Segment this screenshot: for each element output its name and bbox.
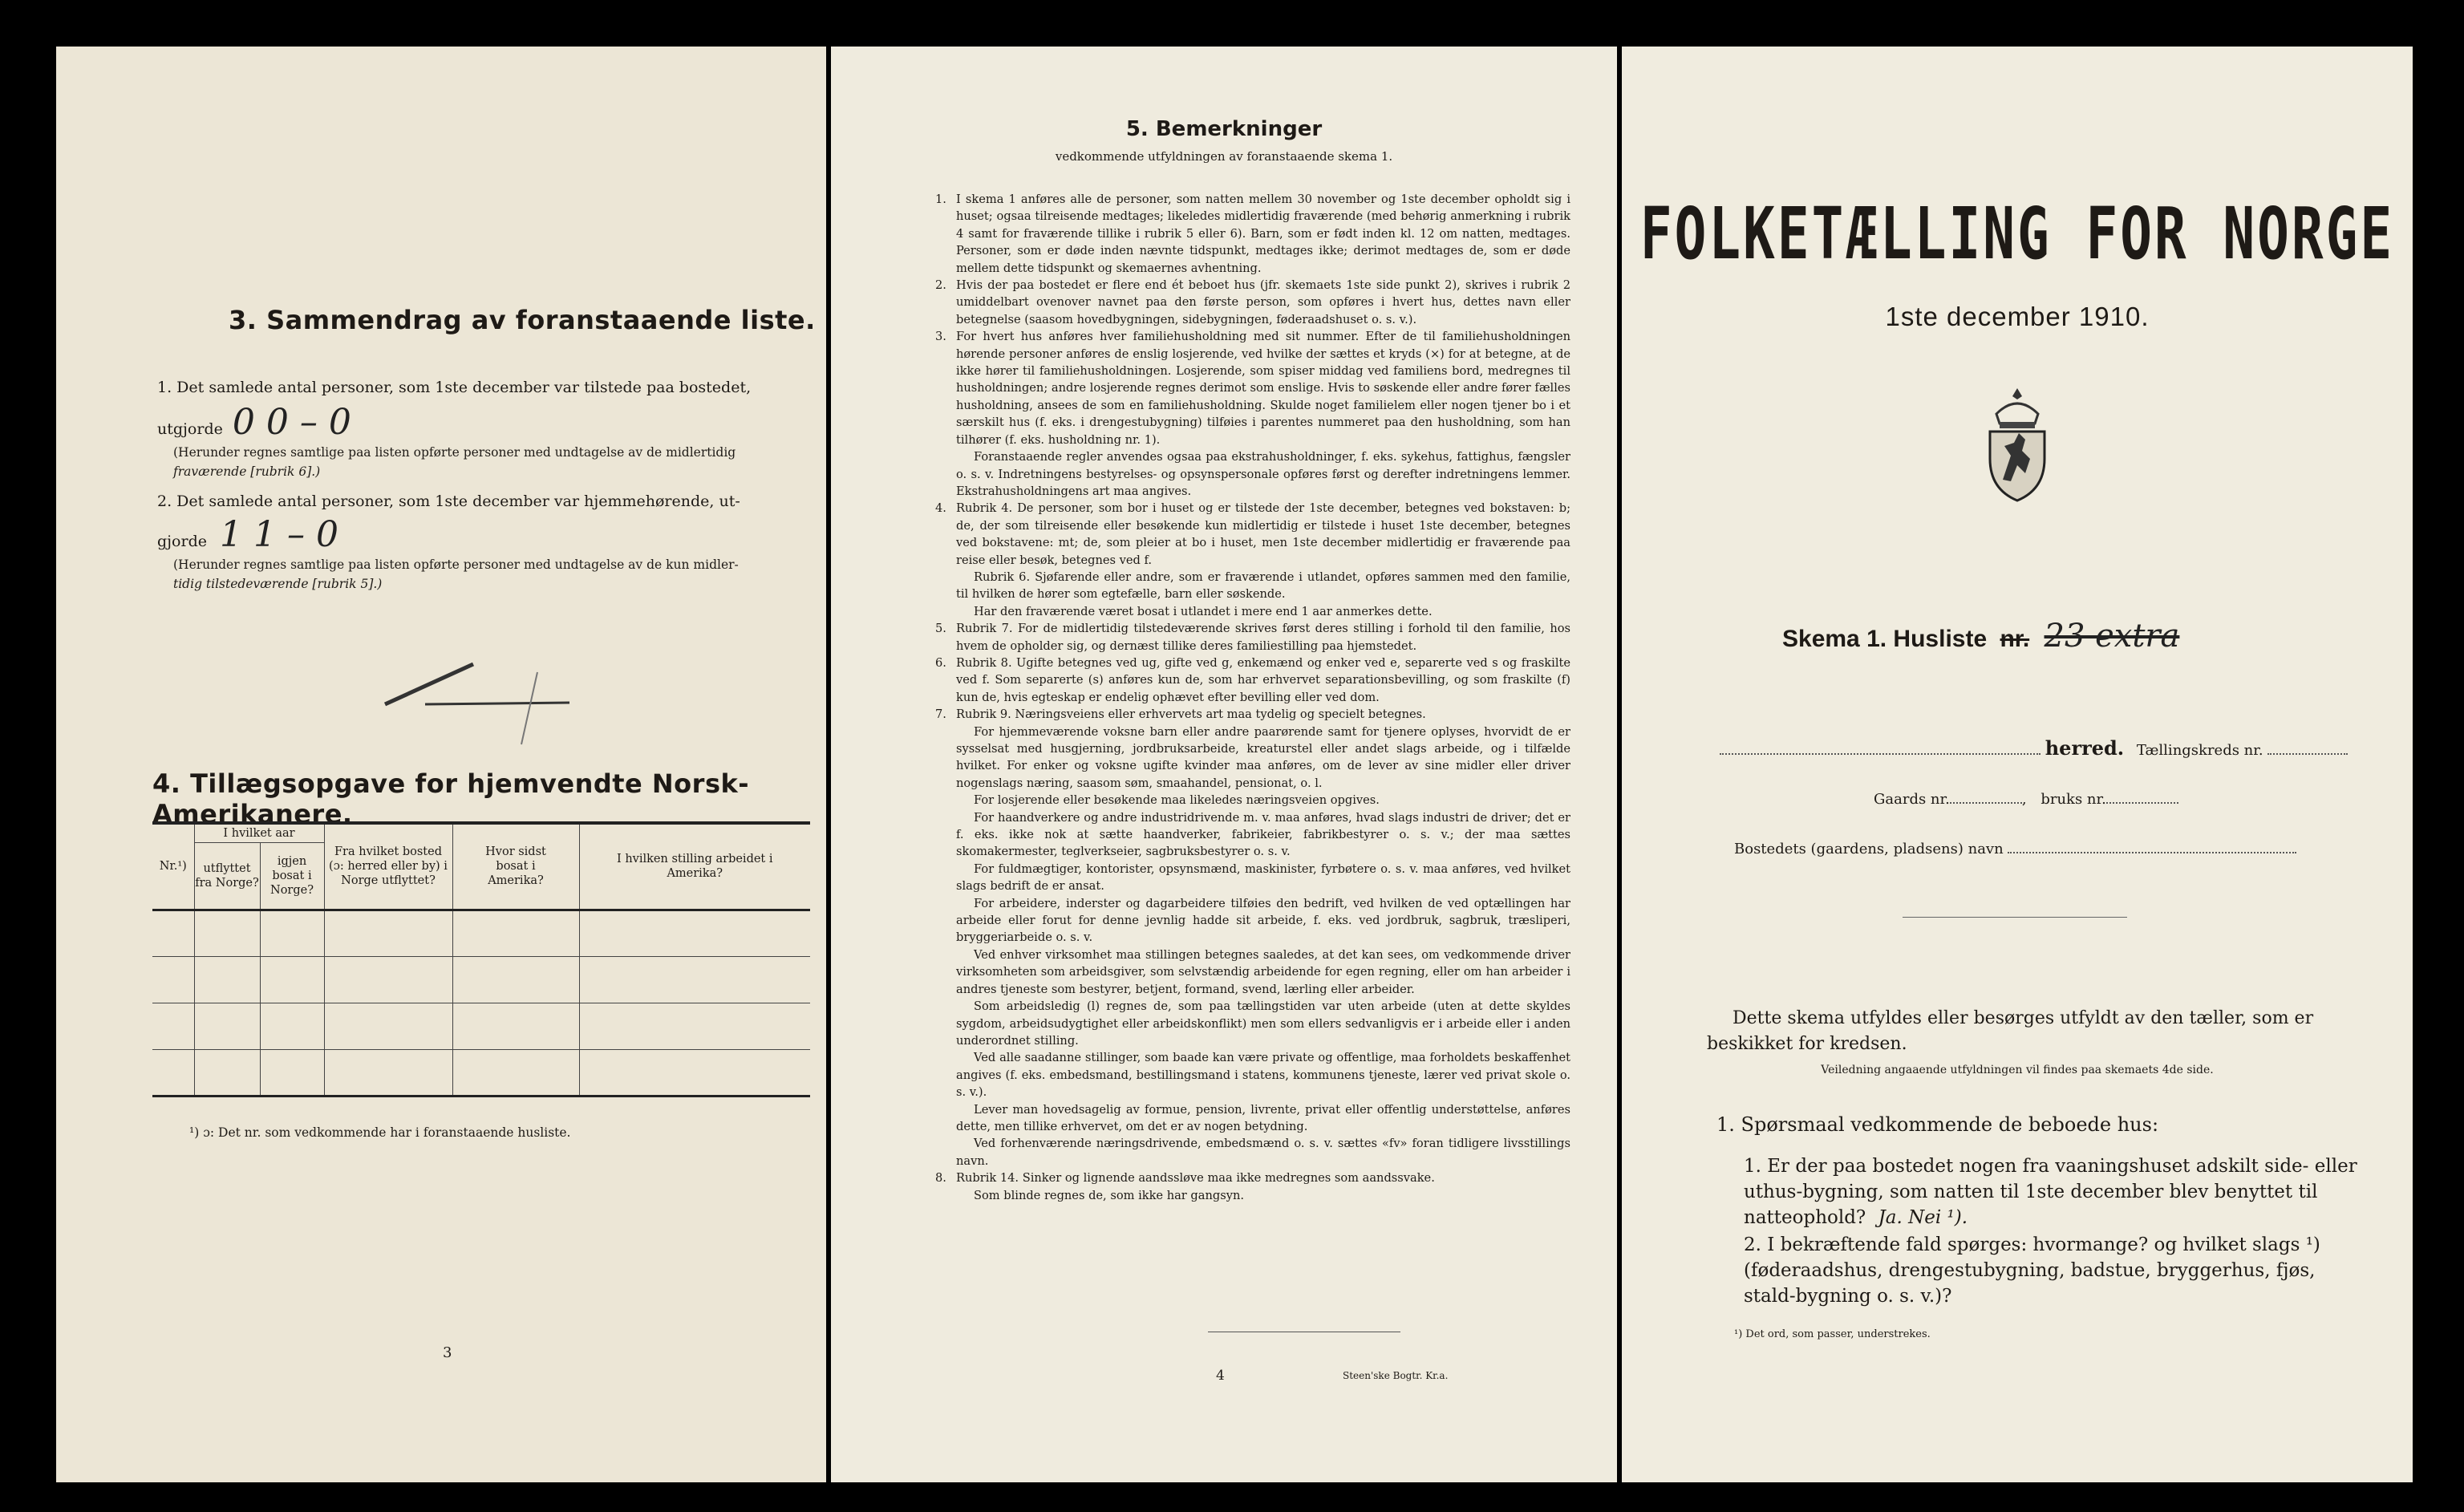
remark-paragraph [932, 861, 1570, 895]
remark-text: Lever man hovedsagelig av formue, pension, livrente, privat eller offentlig understøttelse, anføres dette, men tillike erhvervet, om det er av nogen betydning. [956, 1102, 1570, 1133]
kreds-label: Tællingskreds nr. [2136, 742, 2263, 759]
summary-item-2-prefix: gjorde [157, 533, 207, 550]
question-1-answer: Ja. Nei ¹). [1878, 1207, 1968, 1228]
page-4 [831, 47, 1617, 1482]
col-last-residence-header: Hvor sidst bosat i Amerika? [452, 825, 579, 910]
page-number-3: 3 [443, 1344, 452, 1361]
table-footnote: ¹) ɔ: Det nr. som vedkommende har i foranstaaende husliste. [189, 1125, 571, 1140]
remark-number: 6. [935, 655, 946, 670]
col-nr-header: Nr.¹) [152, 825, 194, 910]
remark-text: For fuldmægtiger, kontorister, opsynsmænd, maskinister, fyrbøtere o. s. v. maa anføres, ved hvilket slags bedrift de er ansat. [956, 861, 1570, 894]
remark-paragraph [932, 569, 1570, 603]
herred-label: herred. [2045, 736, 2125, 760]
summary-item-2-value: 1 1 – 0 [220, 514, 338, 555]
remark-paragraph [932, 724, 1570, 792]
remark-text: Ved alle saadanne stillinger, som baade kan være private og offentlige, maa forholdets beskaffenhet angives (f. eks. embedsmand, bestillingsmand i statens, kommunens tjeneste, lærer ved privat skole o. s. v.). [956, 1051, 1570, 1100]
remark-number: 8. [935, 1171, 946, 1186]
page-1-footnote: ¹) Det ord, som passer, understrekes. [1734, 1328, 1931, 1340]
col-year-header: I hvilket aar [194, 825, 324, 842]
remark-paragraph [932, 1169, 1570, 1186]
remark-paragraph [932, 895, 1570, 947]
remark-text: For losjerende eller besøkende maa likeledes næringsveien opgives. [974, 793, 1380, 808]
page-number-4: 4 [1216, 1368, 1225, 1384]
question-2: 2. I bekræftende fald spørges: hvormange? og hvilket slags ¹) (føderaadshus, drengestubygning, badstue, bryggerhus, fjøs, stald-bygning o. s. v.)? [1744, 1234, 2320, 1307]
remark-text: Rubrik 6. Sjøfarende eller andre, som er fraværende i utlandet, opføres sammen med den familie, til hvilken de hører som egtefælle, barn eller søskende. [956, 570, 1570, 602]
remark-text: Har den fraværende været bosat i utlandet i mere end 1 aar anmerkes dette. [974, 604, 1433, 618]
gaards-label: Gaards nr. [1874, 791, 1950, 808]
summary-item-1-note-1: (Herunder regnes samtlige paa listen opførte personer med undtagelse av de midlertidig [173, 445, 736, 460]
remarks-subtitle: vedkommende utfyldningen av foranstaaende skema 1. [1055, 149, 1393, 164]
bosted-label: Bostedets (gaardens, pladsens) navn [1734, 841, 2004, 857]
questions-title: 1. Spørsmaal vedkommende de beboede hus: [1716, 1113, 2159, 1136]
remarks-title: 5. Bemerkninger [1125, 117, 1323, 141]
instruction-2: Veiledning angaaende utfyldningen vil findes paa skemaets 4de side. [1821, 1064, 2214, 1076]
remark-number: 4. [935, 501, 946, 516]
remark-text: Rubrik 8. Ugifte betegnes ved ug, gifte ved g, enkemænd og enker ved e, separerte ved s og fraskilte ved f. Som separerte (s) anføres kun de, som har erhvervet separationsbevilling, og som fraskilte (f) kun de, hvis egteskap er endelig ophævet efter bevilling eller ved dom. [956, 655, 1570, 704]
remark-text: For hjemmeværende voksne barn eller andre paarørende samt for tjenere oplyses, hvorvidt de er sysselsat med husgjerning, jordbruksarbeide, kreaturstel eller andet slags arbeide, og i tilfælde hvilket. For enker og voksne ugifte kvinder maa anføres, om de lever av sine midler eller driver nogenslags næring, saasom søm, smaahandel, pensionat, o. l. [956, 724, 1570, 790]
summary-item-1-text: 1. Det samlede antal personer, som 1ste december var tilstede paa bostedet, [157, 379, 752, 396]
question-1-text: 1. Er der paa bostedet nogen fra vaaningshuset adskilt side- eller uthus-bygning, som natten til 1ste december blev benyttet til natteophold? [1744, 1156, 2357, 1228]
remark-paragraph [932, 998, 1570, 1049]
summary-item-1-note-2: fraværende [rubrik 6].) [173, 464, 321, 479]
remark-paragraph [932, 603, 1570, 620]
remark-number: 1. [935, 193, 946, 206]
printer-mark: Steen'ske Bogtr. Kr.a. [1343, 1370, 1449, 1381]
remark-text: Som arbeidsledig (l) regnes de, som paa tællingstiden var uten arbeide (uten at dette skyldes sygdom, arbeidsudygtighet eller arbeidskonflikt) men som ellers sedvanligvis er i arbeide eller i anden underordnet stilling. [956, 999, 1570, 1048]
summary-item-2-note-1: (Herunder regnes samtlige paa listen opførte personer med undtagelse av de kun midler- [173, 557, 739, 572]
remark-paragraph [932, 655, 1570, 706]
remark-text: Ved forhenværende næringsdrivende, embedsmænd o. s. v. sættes «fv» foran tidligere livsstillings navn. [956, 1137, 1570, 1168]
section-4-title: 4. Tillægsopgave for hjemvendte Norsk-Amerikanere. [152, 768, 750, 829]
remark-paragraph [932, 328, 1570, 448]
summary-item-2-text: 2. Det samlede antal personer, som 1ste december var hjemmehørende, ut- [157, 493, 740, 510]
summary-item-1 [157, 374, 823, 481]
gaards-line: Gaards nr. , bruks nr. [1874, 791, 2178, 808]
remark-paragraph [932, 500, 1570, 569]
remark-text: Hvis der paa bostedet er flere end ét beboet hus (jfr. skemaets 1ste side punkt 2), skrives i rubrik 2 umiddelbart ovenover navnet paa den første person, som opføres i hvert hus, dettes navn eller betegnelse (saasom hovedbygningen, sidebygningen, føderaadshuset o. s. v.). [956, 278, 1570, 326]
herred-line [1720, 736, 2385, 760]
col-emigrated-header: utflyttet fra Norge? [194, 842, 260, 910]
remark-text: I skema 1 anføres alle de personer, som natten mellem 30 november og 1ste december opholdt sig i huset; ogsaa tilreisende medtages; likeledes midlertidig fraværende (med behørig anmerkning i rubrik 4 samt for fraværende tillike i rubrik 5 eller 6). Barn, som er født inden kl. 12 om natten, medtages. Personer, som er døde inden nævnte tidspunkt, medtages ikke; derimot medtages de, som er døde mellem dette tidspunkt og skemaernes avhentning. [956, 193, 1570, 275]
pencil-mark [377, 632, 586, 752]
remark-text: Ved enhver virksomhet maa stillingen betegnes saaledes, at det kan sees, om vedkommende driver virksomheten som arbeidsgiver, som selvstændig arbeidende for egen regning, eller om han arbeider i andres tjeneste som bestyrer, betjent, formand, svend, lærling eller arbeider. [956, 947, 1570, 996]
summary-item-1-value: 0 0 – 0 [232, 402, 351, 443]
remark-paragraph [932, 448, 1570, 500]
remark-text: For arbeidere, inderster og dagarbeidere tilføies den bedrift, ved hvilken de ved optællingen har arbeide eller forut for denne jevnlig hadde sit arbeide, f. eks. ved jordbruk, sagbruk, træsliperi, bryggeriarbeide o. s. v. [956, 896, 1570, 945]
col-returned-header: igjen bosat i Norge? [260, 842, 324, 910]
remark-number: 3. [935, 330, 946, 344]
remark-paragraph [932, 809, 1570, 861]
instruction-1: Dette skema utfyldes eller besørges utfyldt av den tæller, som er beskikket for kredsen. [1707, 1008, 2314, 1054]
remark-paragraph [932, 1187, 1570, 1204]
remark-number: 7. [935, 707, 946, 722]
remark-paragraph [932, 947, 1570, 998]
list-number-value: 23 extra [2044, 618, 2180, 655]
coat-of-arms-icon [1979, 383, 2056, 504]
remark-text: Som blinde regnes de, som ikke har gangsyn. [974, 1188, 1244, 1202]
remark-text: Rubrik 14. Sinker og lignende aandssløve maa ikke medregnes som aandssvake. [956, 1171, 1435, 1186]
returnee-table [152, 821, 810, 1097]
summary-item-1-prefix: utgjorde [157, 420, 223, 438]
summary-item-2-note-2: tidig tilstedeværende [rubrik 5].) [173, 577, 383, 591]
remark-paragraph [932, 1049, 1570, 1101]
remark-text: For haandverkere og andre industridrivende m. v. maa anføres, hvad slags industri de driver; det er f. eks. ikke nok at sætte haandverker, fabrikeier, fabrikbestyrer o. s. v.; der maa sættes skomakermester, teglverkseier, sagbruksbestyrer o. s. v. [956, 810, 1570, 859]
remarks-body [932, 191, 1570, 1204]
remark-paragraph [932, 706, 1570, 723]
remark-text: Rubrik 4. De personer, som bor i huset og er tilstede der 1ste december, betegnes ved bokstaven: b; de, der som tilreisende eller besøkende kun midlertidig er tilstede i huset 1ste december, betegnes ved bokstavene: mt; de, som pleier at bo i huset, men 1ste december midlertidig er fraværende paa reise eller besøk, betegnes ved f. [956, 501, 1570, 567]
col-occupation-header: I hvilken stilling arbeidet i Amerika? [579, 825, 810, 910]
bruks-label: bruks nr. [2040, 791, 2106, 808]
form-date: 1ste december 1910. [1885, 302, 2150, 331]
form-title: FOLKETÆLLING FOR NORGE [1639, 192, 2395, 276]
page-1 [1622, 47, 2413, 1482]
remark-number: 2. [935, 278, 946, 293]
nr-label: nr. [2000, 626, 2030, 652]
col-from-header: Fra hvilket bosted (ɔ: herred eller by) i Norge utflyttet? [324, 825, 452, 910]
remark-text: Rubrik 7. For de midlertidig tilstedeværende skrives først deres stilling i forhold til den familie, hos hvem de opholder sig, og dernæst tillike deres familiestilling paa hjemstedet. [956, 622, 1570, 653]
remark-paragraph [932, 1101, 1570, 1136]
remark-paragraph [932, 191, 1570, 277]
section-3-title: 3. Sammendrag av foranstaaende liste. [229, 305, 816, 335]
page-3 [56, 47, 826, 1482]
divider-ornament [1903, 917, 2127, 918]
remark-text: Foranstaaende regler anvendes ogsaa paa ekstrahusholdninger, f. eks. sykehus, fattighus, fængsler o. s. v. Indretningens bestyrelses- og opsynspersonale opføres først og derefter indretningens lemmer. Ekstrahusholdningens art maa angives. [956, 450, 1570, 498]
remark-text: For hvert hus anføres hver familiehusholdning med sit nummer. Efter de til familiehusholdningen hørende personer anføres de enslig losjerende, ved hvilke der sættes et kryds (×) for at betegne, at de ikke hører til familiehusholdningen. Losjerende, som spiser middag ved familiens bord, medregnes til husholdningen; andre losjerende regnes derimot som enslige. Hvis to søskende eller andre fører fælles husholdning, ansees de som en familiehusholdning. Skulde noget familielem eller nogen tjener bo i et særskilt hus (f. eks. i drengestubygning) tilføies i parentes nummeret paa den husholdning, som han tilhører (f. eks. husholdning nr. 1). [956, 330, 1570, 447]
schema-label [1782, 618, 2179, 655]
remark-paragraph [932, 620, 1570, 655]
remark-paragraph [932, 277, 1570, 328]
remark-paragraph [932, 792, 1570, 809]
bosted-line [1734, 841, 2296, 857]
remark-number: 5. [935, 622, 946, 636]
remark-paragraph [932, 1135, 1570, 1169]
schema-text: Skema 1. Husliste [1782, 626, 1988, 652]
question-1 [1744, 1153, 2361, 1230]
remark-text: Rubrik 9. Næringsveiens eller erhvervets art maa tydelig og specielt betegnes. [956, 707, 1426, 722]
summary-item-2 [157, 488, 823, 594]
